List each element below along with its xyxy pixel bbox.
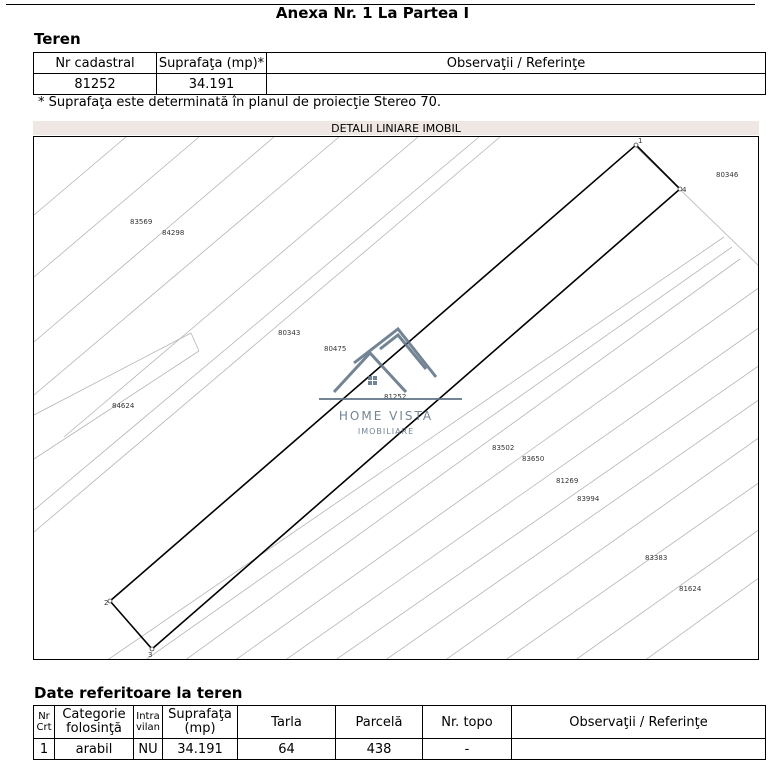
- parcel-label: 81624: [679, 585, 702, 593]
- col-suprafata: Suprafaţa (mp): [163, 706, 238, 739]
- watermark-line1: HOME VISTA: [338, 409, 434, 423]
- parcel-label: 81252: [384, 393, 407, 401]
- col-observatii: Observaţii / Referinţe: [512, 706, 766, 739]
- col-nr-crt: Nr Crt: [34, 706, 55, 739]
- house-logo-icon: [319, 329, 462, 399]
- cell-categorie: arabil: [55, 739, 134, 760]
- date-teren-row: [34, 739, 766, 760]
- date-teren-table: [33, 705, 766, 760]
- parcel-label: 84298: [162, 229, 185, 237]
- projection-note: * Suprafaţa este determinată în planul de proiecţie Stereo 70.: [38, 95, 442, 110]
- parcel-label: 83994: [577, 495, 600, 503]
- parcel-label: 83502: [492, 444, 515, 452]
- parcel-label: 83650: [522, 455, 545, 463]
- cell-parcela: 438: [336, 739, 423, 760]
- parcel-label: 80346: [716, 171, 739, 179]
- teren-row: [34, 74, 766, 95]
- col-observatii: Observaţii / Referinţe: [267, 53, 766, 74]
- teren-table: [33, 52, 766, 95]
- vertex-label: 1: [638, 137, 643, 145]
- cell-suprafata: 34.191: [163, 739, 238, 760]
- parcel-label: 80343: [278, 329, 301, 337]
- cell-nr-topo: -: [423, 739, 512, 760]
- date-teren-heading: Date referitoare la teren: [34, 684, 243, 702]
- col-categorie: Categorie folosinţă: [55, 706, 134, 739]
- parcel-label: 81269: [556, 477, 579, 485]
- cell-observatii: [267, 74, 766, 95]
- plan-drawing: [34, 137, 759, 660]
- col-intravilan: Intra vilan: [134, 706, 163, 739]
- cadastral-plan: [33, 136, 759, 660]
- window-icon: [368, 376, 377, 385]
- cell-nr-crt: 1: [34, 739, 55, 760]
- teren-heading: Teren: [34, 30, 81, 48]
- cell-tarla: 64: [238, 739, 336, 760]
- watermark-line2: IMOBILIARE: [357, 427, 415, 436]
- parcel-label: 83383: [645, 554, 668, 562]
- vertex-label: 4: [682, 186, 687, 194]
- date-teren-header-row: [34, 706, 766, 739]
- col-tarla: Tarla: [238, 706, 336, 739]
- cell-nr-cadastral: 81252: [34, 74, 157, 95]
- cell-suprafata: 34.191: [157, 74, 267, 95]
- col-nr-topo: Nr. topo: [423, 706, 512, 739]
- cell-intravilan: NU: [134, 739, 163, 760]
- parcel-label: 83569: [130, 218, 153, 226]
- parcel-label: 80475: [324, 345, 347, 353]
- teren-header-row: [34, 53, 766, 74]
- vertex-label: 3: [148, 651, 153, 659]
- cell-observatii: [512, 739, 766, 760]
- col-nr-cadastral: Nr cadastral: [34, 53, 157, 74]
- col-suprafata: Suprafaţa (mp)*: [157, 53, 267, 74]
- col-parcela: Parcelă: [336, 706, 423, 739]
- vertex-label: 2: [104, 599, 109, 607]
- plan-banner: DETALII LINIARE IMOBIL: [33, 121, 759, 135]
- parcel-labels: [112, 171, 739, 593]
- parcel-label: 84624: [112, 402, 135, 410]
- document-title: Anexa Nr. 1 La Partea I: [275, 4, 470, 22]
